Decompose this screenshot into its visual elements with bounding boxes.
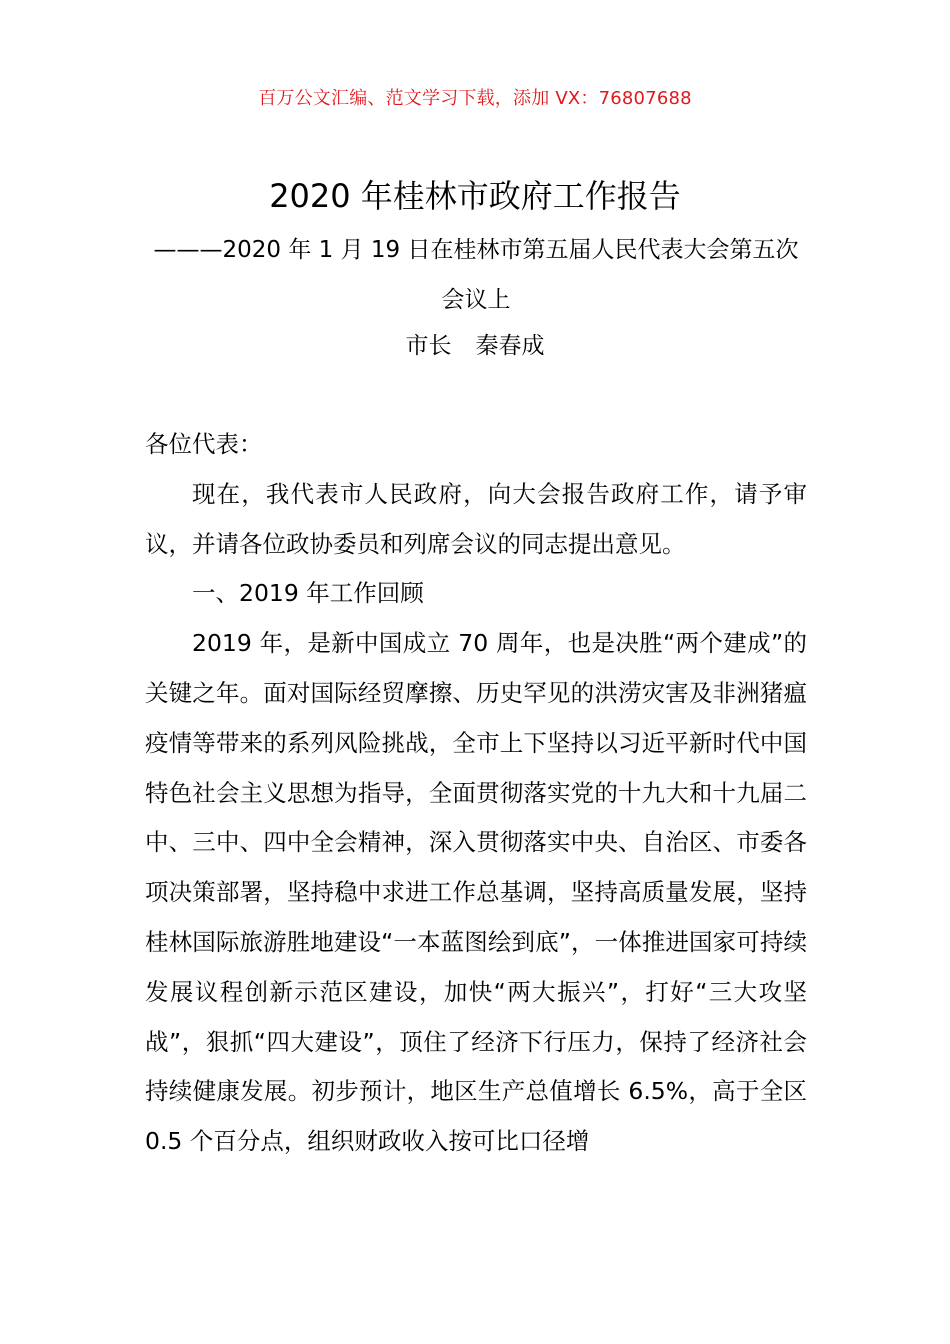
salutation: 各位代表： (145, 430, 263, 458)
body-paragraph: 2019 年，是新中国成立 70 周年，也是决胜“两个建成”的关键之年。面对国际经贸摩擦、历史罕见的洪涝灾害及非洲猪瘟疫情等带来的系列风险挑战，全市上下坚持以习近平新时代中国特色社会主义思想为指导，全面贯彻落实党的十九大和十九届二中、三中、四中全会精神，深入贯彻落实中央、自治区、市委各项决策部署，坚持稳中求进工作总基调，坚持高质量发展，坚持桂林国际旅游胜地建设“一本蓝图绘到底”，一体推进国家可持续发展议程创新示范区建设，加快“两大振兴”，打好“三大攻坚战”，狠抓“四大建设”，顶住了经济下行压力，保持了经济社会持续健康发展。初步预计，地区生产总值增长 6.5%，高于全区 0.5 个百分点，组织财政收入按可比口径增 (145, 629, 807, 1156)
document-author (0, 324, 950, 368)
document-title: 2020 年桂林市政府工作报告 (269, 177, 681, 215)
section-heading: 一、2019 年工作回顾 (192, 579, 424, 608)
document-body (145, 420, 807, 1167)
author-role: 市长 (405, 333, 452, 359)
body-paragraph: 现在，我代表市人民政府，向大会报告政府工作，请予审议，并请各位政协委员和列席会议的同志提出意见。 (145, 479, 807, 558)
author-name: 秦春成 (475, 333, 545, 359)
document-subtitle: ———2020 年 1 月 19 日在桂林市第五届人民代表大会第五次会议上 (153, 237, 799, 313)
header-promo-note: 百万公文汇编、范文学习下载，添加 VX：76807688 (258, 88, 692, 109)
